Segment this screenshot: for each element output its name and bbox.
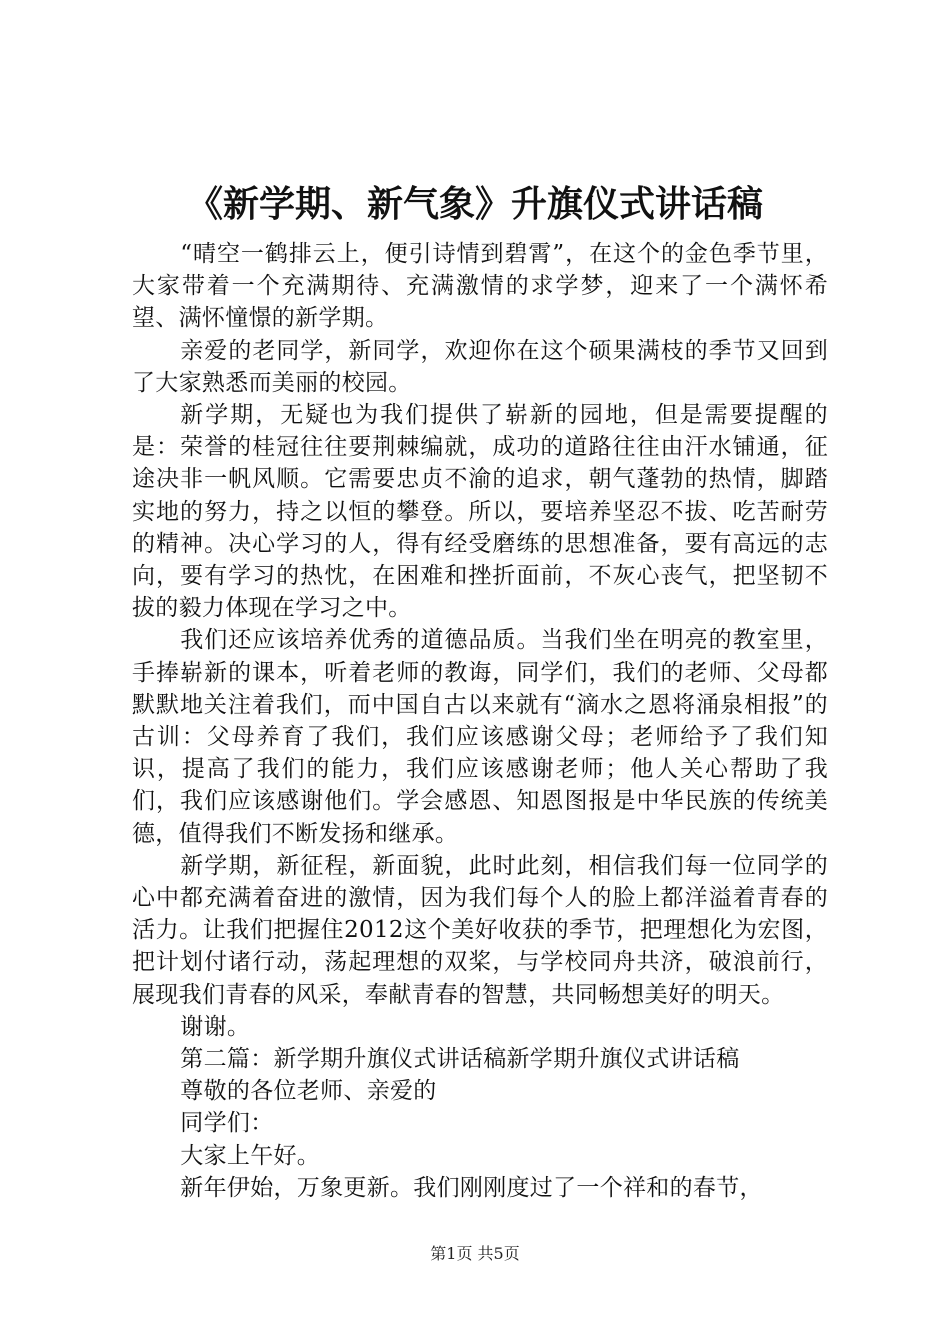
thanks-line: 谢谢。 bbox=[180, 1013, 251, 1040]
paragraph-moral-quality: 我们还应该培养优秀的道德品质。当我们坐在明亮的教室里，手捧崭新的课本，听着老师的教诲，同学们，我们的老师、父母都默默地关注着我们，而中国自古以来就有“滴水之恩将涌泉相报”的古训：父母养育了我们，我们应该感谢父母；老师给予了我们知识，提高了我们的能力，我们应该感谢老师；他人关心帮助了我们，我们应该感谢他们。学会感恩、知恩图报是中华民族的传统美德，值得我们不断发扬和继承。 bbox=[132, 627, 828, 847]
paragraph-welcome: 亲爱的老同学，新同学，欢迎你在这个硕果满枝的季节又回到了大家熟悉而美丽的校园。 bbox=[132, 337, 828, 396]
document-body bbox=[132, 238, 828, 1204]
paragraph-new-term: 新学期，无疑也为我们提供了崭新的园地，但是需要提醒的是：荣誉的桂冠往往要荆棘编就，成功的道路往往由汗水铺通，征途决非一帆风顺。它需要忠贞不渝的追求，朝气蓬勃的热情，脚踏实地的努力，持之以恒的攀登。所以，要培养坚忍不拔、吃苦耐劳的精神。决心学习的人，得有经受磨练的思想准备，要有高远的志向，要有学习的热忱，在困难和挫折面前，不灰心丧气，把坚韧不拔的毅力体现在学习之中。 bbox=[132, 402, 828, 622]
salutation-line-2: 同学们： bbox=[180, 1110, 274, 1137]
salutation-line-1: 尊敬的各位老师、亲爱的 bbox=[180, 1078, 437, 1105]
paragraph-new-journey: 新学期，新征程，新面貌，此时此刻，相信我们每一位同学的心中都充满着奋进的激情，因为我们每个人的脸上都洋溢着青春的活力。让我们把握住2012这个美好收获的季节，把理想化为宏图，把计划付诸行动，荡起理想的双桨，与学校同舟共济，破浪前行，展现我们青春的风采，奉献青春的智慧，共同畅想美好的明天。 bbox=[132, 852, 828, 1008]
greeting-line: 大家上午好。 bbox=[180, 1142, 321, 1169]
page-number-footer: 第1页 共5页 bbox=[430, 1244, 520, 1263]
paragraph-opening: “晴空一鹤排云上，便引诗情到碧霄”，在这个的金色季节里，大家带着一个充满期待、充满激情的求学梦，迎来了一个满怀希望、满怀憧憬的新学期。 bbox=[132, 241, 828, 332]
second-article-heading: 第二篇：新学期升旗仪式讲话稿新学期升旗仪式讲话稿 bbox=[180, 1046, 740, 1073]
document-title: 《新学期、新气象》升旗仪式讲话稿 bbox=[186, 184, 763, 225]
paragraph-new-year: 新年伊始，万象更新。我们刚刚度过了一个祥和的春节， bbox=[180, 1174, 763, 1201]
